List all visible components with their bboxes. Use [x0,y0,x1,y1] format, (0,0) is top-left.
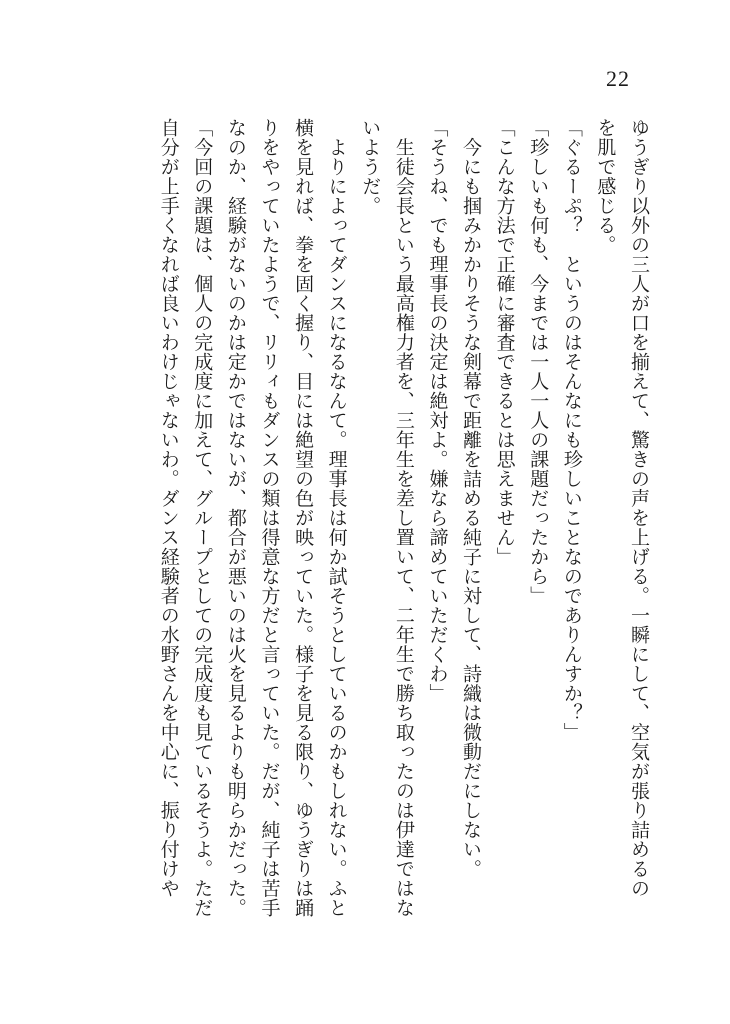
text-line: 「そうね、でも理事長の決定は絶対よ。嫌なら諦めていただくわ」 [426,118,449,703]
text-line: 「今回の課題は、個人の完成度に加えて、グループとしての完成度も見ているそうよ。ただ [191,118,214,918]
text-line: 「こんな方法で正確に審査できるとは思えません」 [493,118,516,567]
text-line: 横を見れば、拳を固く握り、目には絶望の色が映っていた。様子を見る限り、ゆうぎりは踊 [292,118,315,918]
text-line: いようだ。 [359,118,382,216]
text-line: 生徒会長という最高権力者を、三年生を差し置いて、二年生で勝ち取ったのは伊達ではな [392,118,415,918]
text-line: りをやっていたようで、リリィもダンスの類は得意な方だと言っていた。だが、純子は苦手 [258,118,281,918]
text-line: 「ぐるーぷ？ というのはそんなにも珍しいことなのでありんすか？」 [560,118,583,742]
text-line: 「珍しいも何も、今までは一人一人の課題だったから」 [527,118,550,606]
text-line: なのか、経験がないのかは定かではないが、都合が悪いのは火を見るよりも明らかだった。 [224,118,247,918]
vertical-text-body [95,118,655,930]
text-line: 今にも掴みかかりそうな剣幕で距離を詰める純子に対して、詩織は微動だにしない。 [460,118,483,879]
page-number: 22 [606,66,630,91]
text-line: よりによってダンスになるなんて。理事長は何か試そうとしているのかもしれない。ふと [325,118,348,918]
text-line: を肌で感じる。 [594,118,617,255]
text-line: ゆうぎり以外の三人が口を揃えて、驚きの声を上げる。一瞬にして、空気が張り詰めるの [628,118,650,898]
text-line: 自分が上手くなれば良いわけじゃないわ。ダンス経験者の水野さんを中心に、振り付けや [157,118,180,898]
